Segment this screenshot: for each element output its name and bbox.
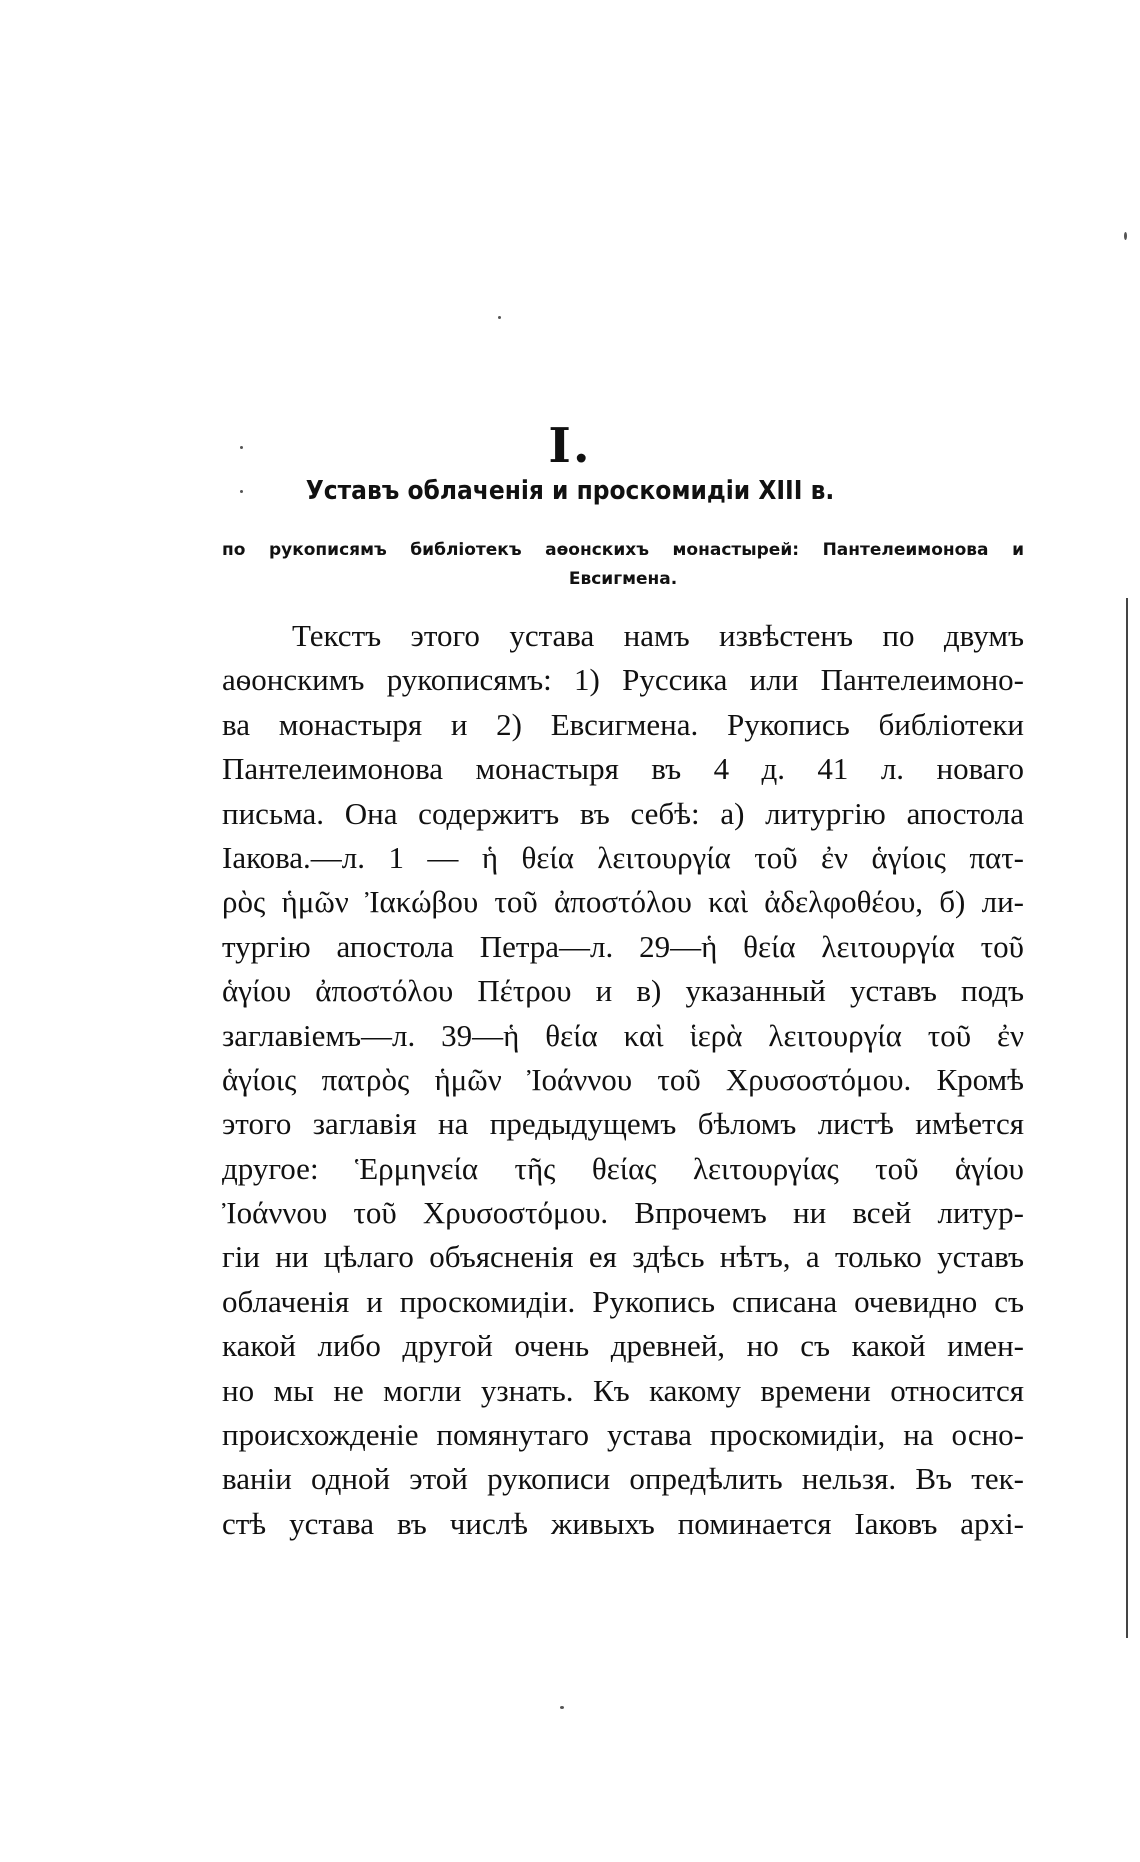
scan-edge-line bbox=[1126, 598, 1128, 1638]
text-line: тургію апостола Петра—л. 29—ἡ θεία λειτουργία τοῦ bbox=[222, 928, 1024, 964]
text-line: ἁγίοις πατρὸς ἡμῶν Ἰοάννου τοῦ Χρυσοστόμου. Кромѣ bbox=[222, 1061, 1024, 1097]
text-line: Ἰοάννου τοῦ Χρυσοστόμου. Впрочемъ ни всей литур- bbox=[222, 1195, 1024, 1231]
text-line: другое: Ἑρμηνεία τῆς θείας λειτουργίας τοῦ ἁγίου bbox=[222, 1150, 1024, 1186]
text-line: Текстъ этого устава намъ извѣстенъ по двумъ bbox=[292, 618, 1024, 653]
text-line: Пантелеимонова монастыря въ 4 д. 41 л. новаго bbox=[222, 751, 1024, 787]
text-line: какой либо другой очень древней, но съ какой имен- bbox=[222, 1328, 1024, 1364]
text-line: гіи ни цѣлаго объясненія ея здѣсь нѣтъ, а только уставъ bbox=[222, 1239, 1024, 1275]
text-line: Іакова.—л. 1 — ἡ θεία λειτουργία τοῦ ἐν ἁγίοις πατ- bbox=[222, 839, 1024, 875]
text-line: этого заглавія на предыдущемъ бѣломъ листѣ имѣется bbox=[222, 1106, 1024, 1142]
text-line: ваніи одной этой рукописи опредѣлить нельзя. Въ тек- bbox=[222, 1461, 1024, 1497]
scan-speck bbox=[498, 316, 501, 319]
chapter-title: Уставъ облаченія и проскомидіи XIII в. bbox=[305, 476, 835, 506]
text-line: аѳонскимъ рукописямъ: 1) Руссика или Пантелеимоно- bbox=[222, 662, 1024, 698]
text-line: ва монастыря и 2) Евсигмена. Рукопись библіотеки bbox=[222, 706, 1024, 742]
chapter-subtitle: по рукописямъ библіотекъ аѳонскихъ монастырей: Пантелеимонова и Евсигмена. bbox=[222, 540, 1024, 589]
scan-speck bbox=[240, 490, 243, 493]
text-line: ἁγίου ἀποστόλου Πέτρου и в) указанный уставъ подъ bbox=[222, 973, 1024, 1009]
text-line: стѣ устава въ числѣ живыхъ поминается Іаковъ архі- bbox=[222, 1505, 1024, 1541]
text-line: происхожденіе помянутаго устава проскомидіи, на осно- bbox=[222, 1417, 1024, 1453]
text-line: письма. Она содержитъ въ себѣ: а) литургію апостола bbox=[222, 795, 1024, 831]
scan-speck bbox=[240, 446, 243, 449]
text-line: заглавіемъ—л. 39—ἡ θεία καὶ ἱερὰ λειτουργία τοῦ ἐν bbox=[222, 1017, 1024, 1053]
chapter-number: I. bbox=[548, 418, 592, 474]
text-line: ρὸς ἡμῶν Ἰακώβου τοῦ ἀποστόλου καὶ ἀδελφοθέου, б) ли- bbox=[222, 884, 1024, 920]
body-text bbox=[222, 614, 1024, 1546]
scan-speck bbox=[560, 1706, 564, 1709]
text-line: но мы не могли узнать. Къ какому времени относится bbox=[222, 1372, 1024, 1408]
scan-speck bbox=[1124, 232, 1127, 240]
text-line: облаченія и проскомидіи. Рукопись списана очевидно съ bbox=[222, 1283, 1024, 1319]
